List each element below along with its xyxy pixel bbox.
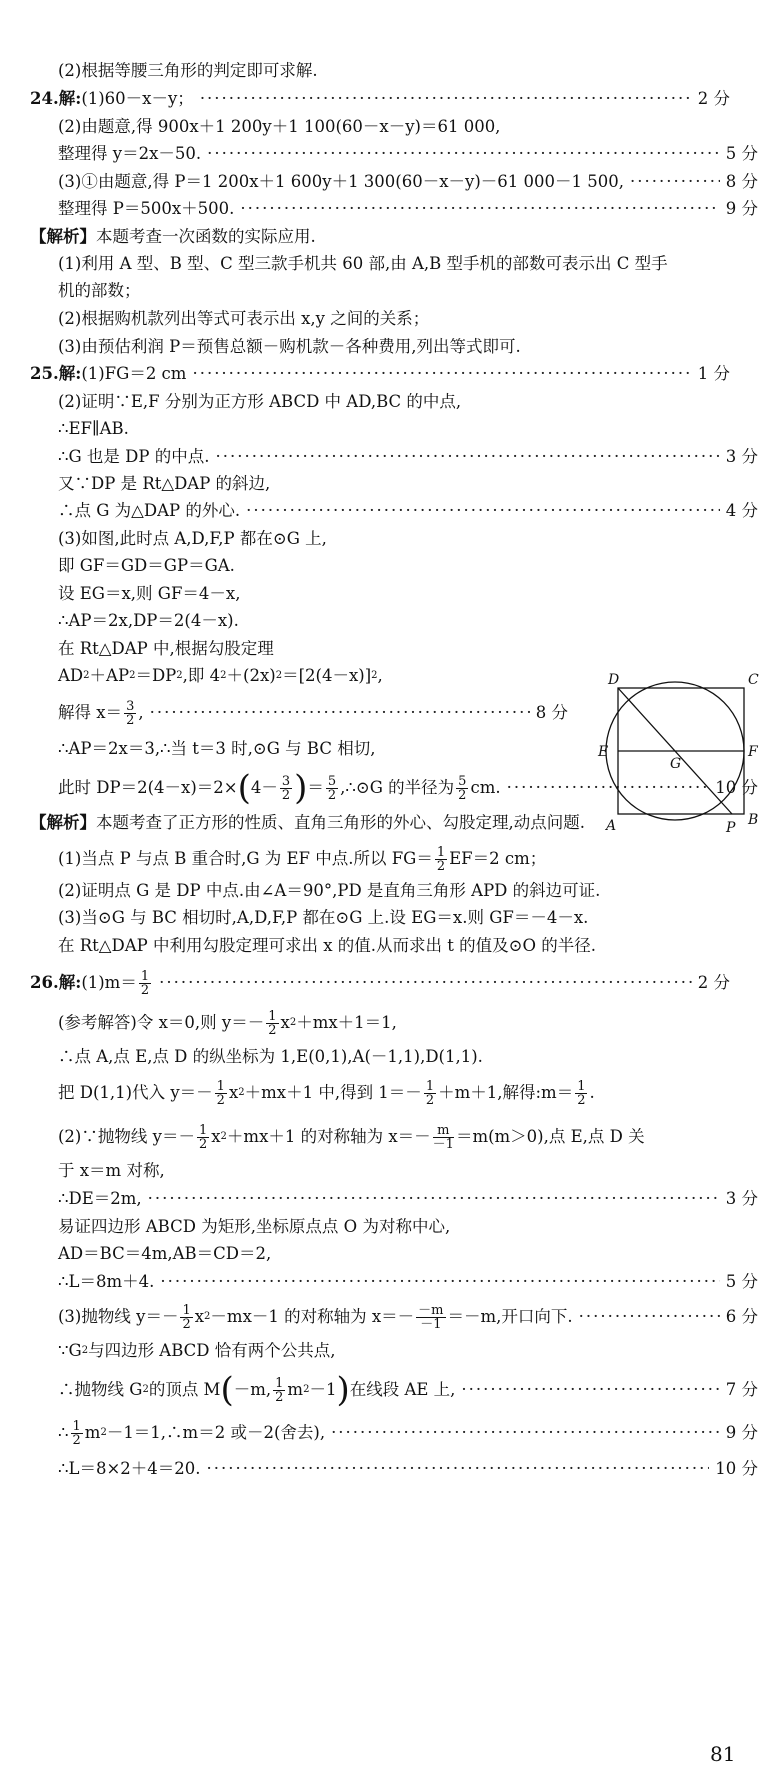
text-line: AD 2 ＋AP 2 ＝DP 2 ,即 4 2 ＋(2x) 2 ＝[2(4－x)] 2 ,: [58, 666, 383, 685]
fraction: $\frac{1}{2}$: [182, 1302, 191, 1332]
text-line: 机的部数；: [58, 281, 141, 300]
fraction: $\frac{5}{2}$: [458, 773, 467, 803]
label-f: F: [748, 744, 758, 760]
text-line: 此时 DP＝2(4－x)＝2× ( 4－ $\frac{3}{2}$ ) ＝ $\frac{5}{2}$ ,∴⊙G 的半径为 $\frac{5}{2}$ cm. ····· 10 分: [58, 772, 758, 804]
text-line: 把 D(1,1)代入 y＝－ $\frac{1}{2}$ x 2 ＋mx＋1 中,得到 1＝－ $\frac{1}{2}$ ＋m＋1,解得:m＝ $\frac{1}{2}$ .: [58, 1078, 595, 1108]
text-line: ∵G 2 与四边形 ABCD 恰有两个公共点,: [58, 1341, 336, 1360]
fraction: $\frac{5}{2}$: [327, 773, 337, 803]
text-line: ∴G 也是 DP 的中点. ····· 3 分: [58, 446, 758, 468]
text-line: (2)由题意,得 900x＋1 200y＋1 100(60－x－y)＝61 000,: [58, 117, 501, 136]
text-line: (3)由预估利润 P＝预售总额－购机款－各种费用,列出等式即可.: [58, 337, 521, 356]
label-p: P: [726, 820, 736, 836]
text-line: 设 EG＝x,则 GF＝4－x,: [58, 584, 241, 603]
geometry-figure: [582, 668, 762, 848]
label-b: B: [748, 812, 759, 828]
page-number: 81: [710, 1742, 736, 1766]
fraction: $\frac{3}{2}$: [126, 698, 135, 728]
text-line: 解得 x＝ $\frac{3}{2}$ , ····· 8 分: [58, 698, 568, 728]
text-line: AD＝BC＝4m,AB＝CD＝2,: [58, 1244, 272, 1263]
q24-line: 24. 解: (1)60－x－y； ····· 2 分: [30, 88, 730, 110]
text-line: (2)根据购机款列出等式可表示出 x,y 之间的关系；: [58, 309, 430, 328]
fraction: $\frac{1}{2}$: [577, 1078, 586, 1108]
text-line: ∴点 G 为△DAP 的外心. ····· 4 分: [58, 500, 758, 522]
text-line: (3)①由题意,得 P＝1 200x＋1 600y＋1 300(60－x－y)－61 000－1 500, ····· 8 分: [58, 171, 758, 193]
text-line: ∴L＝8×2＋4＝20. ····· 10 分: [58, 1458, 758, 1480]
label-a: A: [606, 818, 617, 834]
text-line: 在 Rt△DAP 中利用勾股定理可求出 x 的值.从而求出 t 的值及⊙O 的半径.: [58, 936, 596, 955]
text-line: ∴点 A,点 E,点 D 的纵坐标为 1,E(0,1),A(－1,1),D(1,1).: [58, 1047, 483, 1066]
fraction: $\frac{1}{2}$: [425, 1078, 435, 1108]
analysis-line: 【解析】 本题考查了正方形的性质、直角三角形的外心、勾股定理,动点问题.: [30, 813, 585, 832]
text-line: 易证四边形 ABCD 为矩形,坐标原点点 O 为对称中心,: [58, 1217, 451, 1236]
q26-line: 26. 解: (1)m＝ $\frac{1}{2}$ ····· 2 分: [30, 968, 730, 998]
analysis-line: 【解析】 本题考查一次函数的实际应用.: [30, 227, 316, 246]
text-line: (3)当⊙G 与 BC 相切时,A,D,F,P 都在⊙G 上.设 EG＝x.则 GF＝－4－x.: [58, 908, 589, 927]
fraction: $\frac{-m}{-1}$: [418, 1302, 444, 1332]
text-line: (2)证明∵E,F 分别为正方形 ABCD 中 AD,BC 的中点,: [58, 392, 462, 411]
fraction: $\frac{1}{2}$: [275, 1375, 284, 1405]
text-line: 整理得 P＝500x＋500. ····· 9 分: [58, 198, 758, 220]
text-line: ∴EF∥AB.: [58, 419, 129, 438]
text-line: (2)∵抛物线 y＝－ $\frac{1}{2}$ x 2 ＋mx＋1 的对称轴为 x＝－ $\frac{m}{-1}$ ＝m(m＞0),点 E,点 D 关: [58, 1122, 645, 1152]
text-line: (2)根据等腰三角形的判定即可求解.: [58, 61, 318, 80]
text-line: (参考解答)令 x＝0,则 y＝－ $\frac{1}{2}$ x 2 ＋mx＋1＝1,: [58, 1008, 397, 1038]
text-line: (1)当点 P 与点 B 重合时,G 为 EF 中点.所以 FG＝ $\frac{1}{2}$ EF＝2 cm；: [58, 844, 547, 874]
text-line: (3)如图,此时点 A,D,F,P 都在⊙G 上,: [58, 529, 327, 548]
fraction: $\frac{1}{2}$: [198, 1122, 208, 1152]
text-line: ∴AP＝2x,DP＝2(4－x).: [58, 611, 239, 630]
text-line: (2)证明点 G 是 DP 中点.由∠A＝90°,PD 是直角三角形 APD 的斜边可证.: [58, 881, 601, 900]
label-g: G: [670, 756, 682, 772]
text-line: (3)抛物线 y＝－ $\frac{1}{2}$ x 2 －mx－1 的对称轴为 x＝－ $\frac{-m}{-1}$ ＝－m,开口向下. ····· 6 分: [58, 1302, 758, 1332]
fraction: $\frac{m}{-1}$: [432, 1122, 454, 1152]
fraction: $\frac{1}{2}$: [216, 1078, 225, 1108]
fraction: $\frac{1}{2}$: [72, 1418, 81, 1448]
text-line: (1)利用 A 型、B 型、C 型三款手机共 60 部,由 A,B 型手机的部数可表示出 C 型手: [58, 254, 668, 273]
text-line: 整理得 y＝2x－50. ····· 5 分: [58, 143, 758, 165]
label-c: C: [748, 672, 759, 688]
text-line: ∴L＝8m＋4. ····· 5 分: [58, 1271, 758, 1293]
text-line: 即 GF＝GD＝GP＝GA.: [58, 556, 235, 575]
text-line: ∴抛物线 G 2 的顶点 M ( －m, $\frac{1}{2}$ m 2 －1 ) 在线段 AE 上, ····· 7 分: [58, 1374, 758, 1406]
label-e: E: [598, 744, 609, 760]
fraction: $\frac{1}{2}$: [268, 1008, 277, 1038]
text-line: ∴AP＝2x＝3,∴当 t＝3 时,⊙G 与 BC 相切,: [58, 739, 376, 758]
fraction: $\frac{1}{2}$: [140, 968, 150, 998]
text-line: 在 Rt△DAP 中,根据勾股定理: [58, 639, 274, 658]
fraction: $\frac{3}{2}$: [281, 773, 291, 803]
text-line: 于 x＝m 对称,: [58, 1161, 165, 1180]
fraction: $\frac{1}{2}$: [436, 844, 446, 874]
text-line: 又∵DP 是 Rt△DAP 的斜边,: [58, 474, 271, 493]
text-line: ∴ $\frac{1}{2}$ m 2 －1＝1,∴m＝2 或－2(舍去), ····· 9 分: [58, 1418, 758, 1448]
q25-line: 25. 解: (1)FG＝2 cm ····· 1 分: [30, 363, 730, 385]
label-d: D: [608, 672, 620, 688]
text-line: ∴DE＝2m, ····· 3 分: [58, 1188, 758, 1210]
